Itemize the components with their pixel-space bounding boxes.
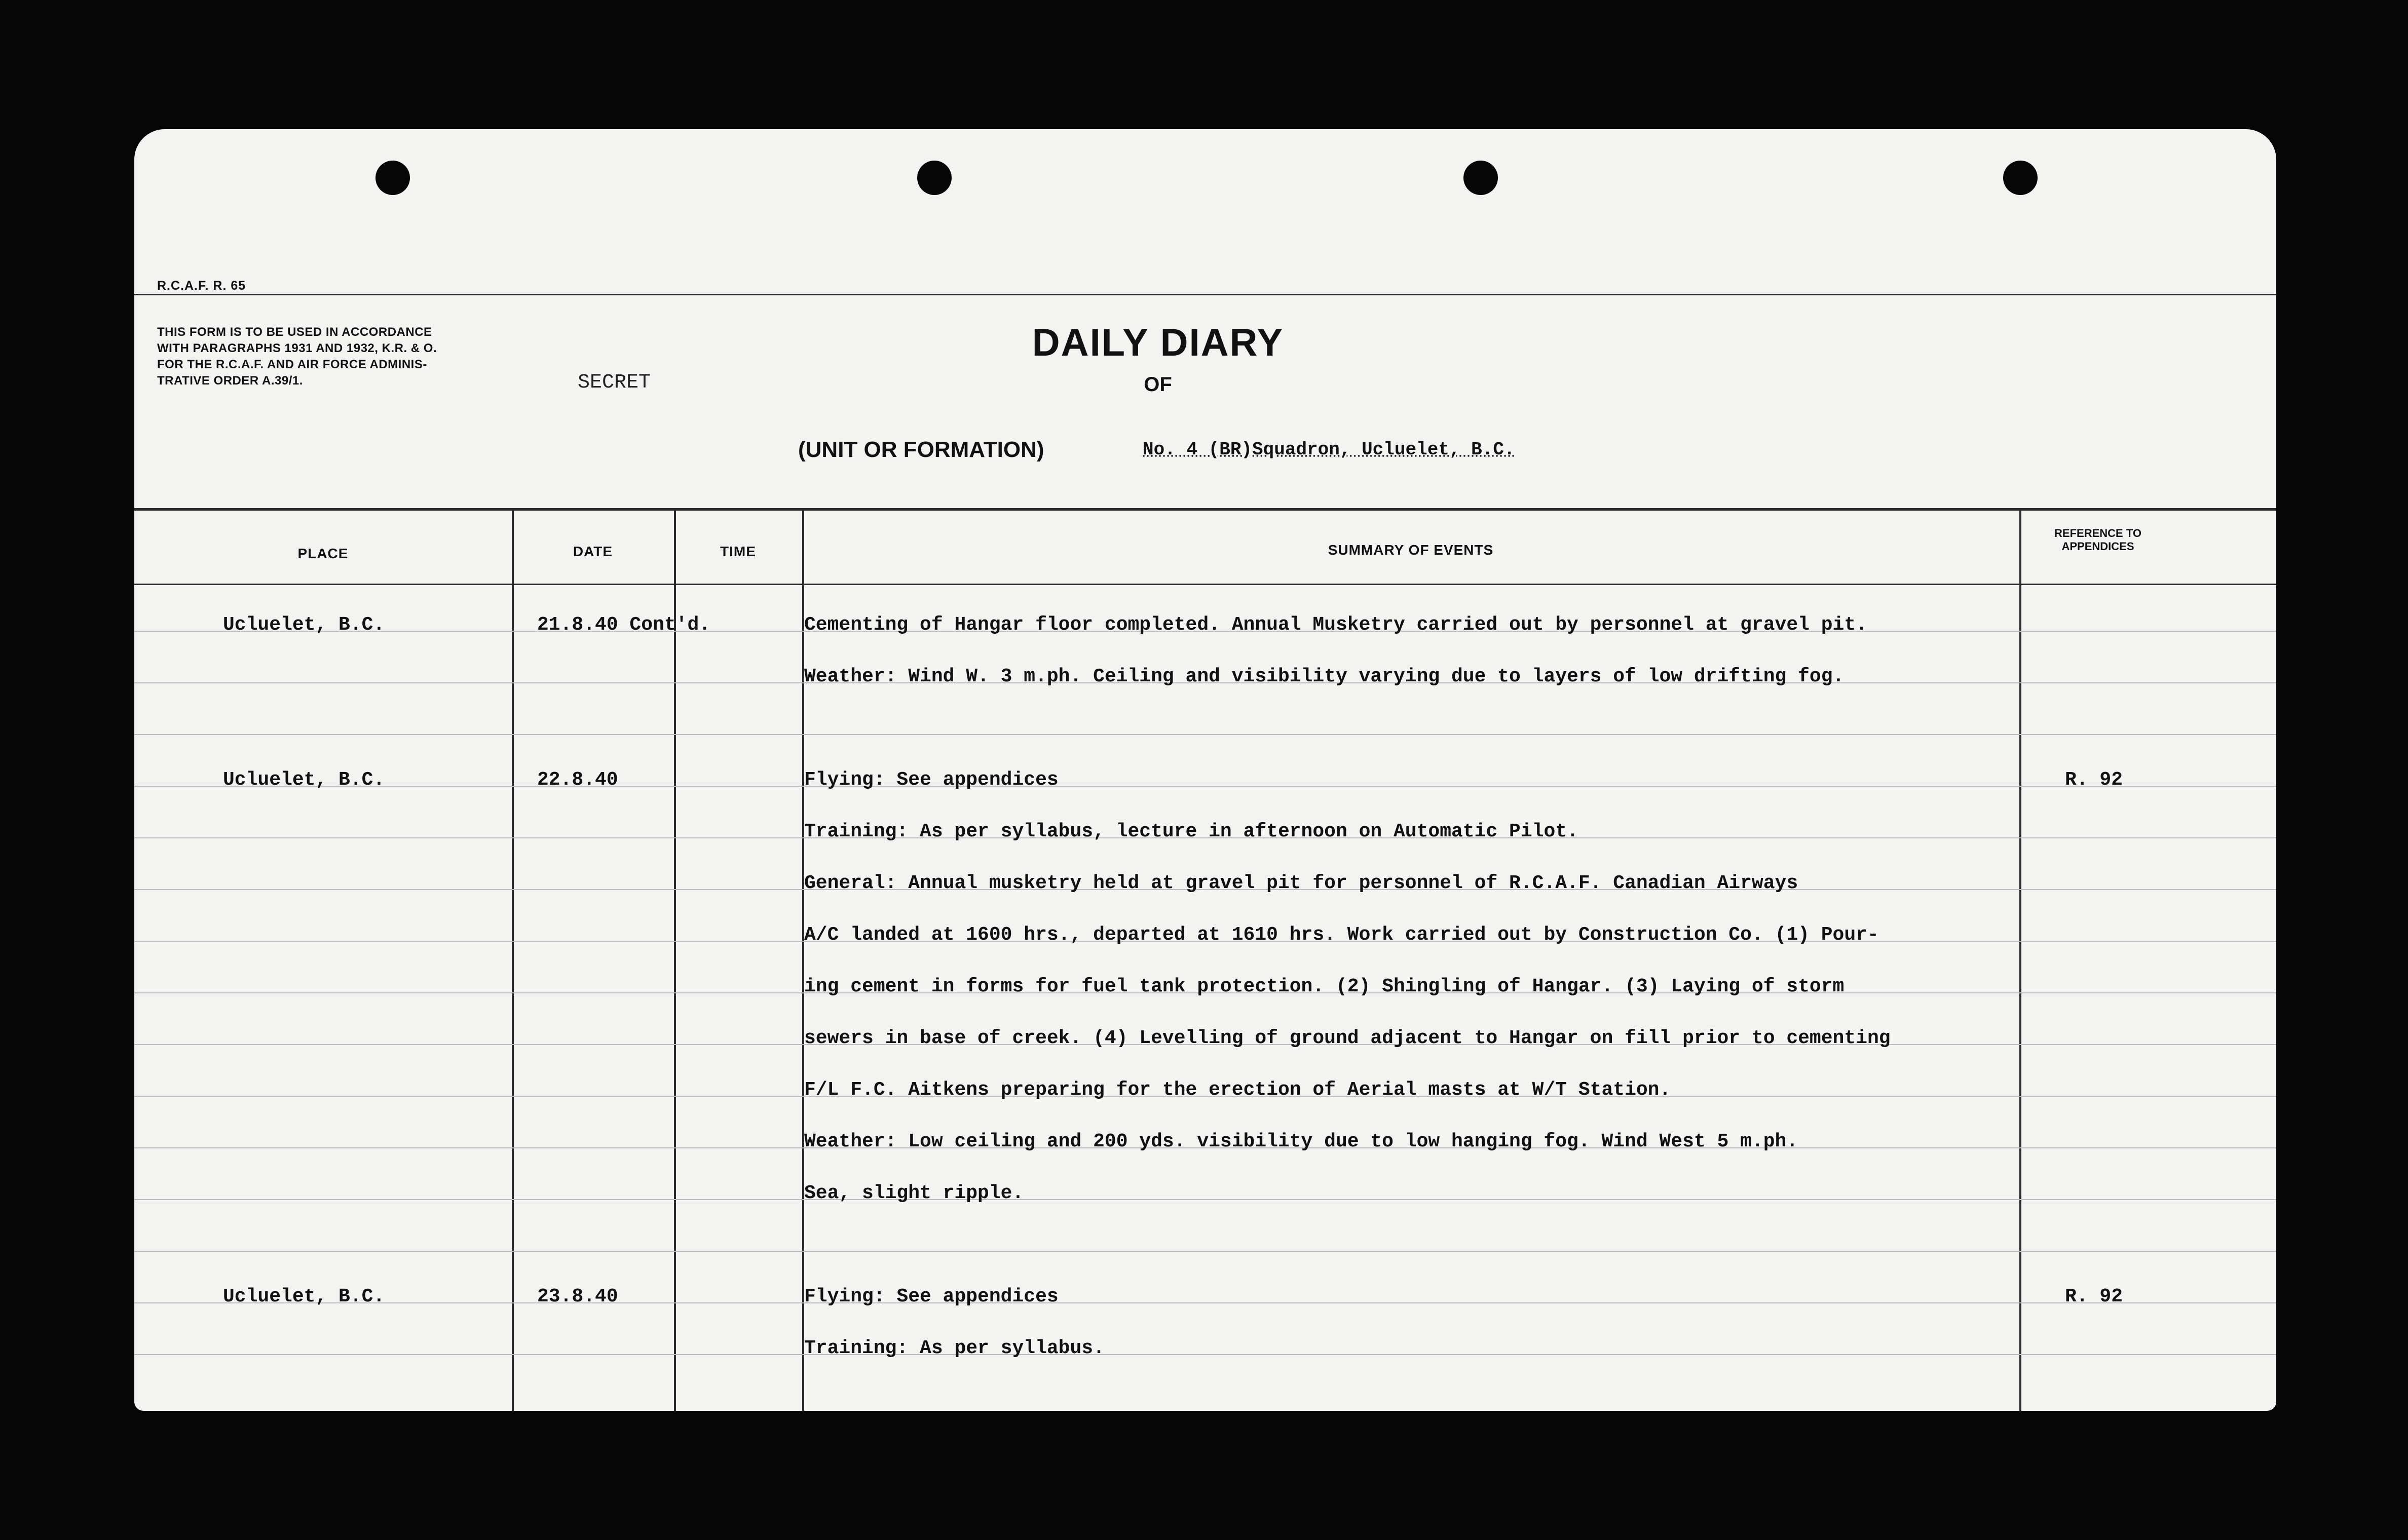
column-divider <box>674 509 676 1411</box>
entry-line: Training: As per syllabus. <box>804 1337 1105 1359</box>
column-header-date: DATE <box>573 544 613 559</box>
ruled-line <box>134 1199 2276 1200</box>
column-divider <box>2019 509 2021 1411</box>
column-divider <box>802 509 804 1411</box>
entry-place: Ucluelet, B.C. <box>223 769 385 791</box>
form-number: R.C.A.F. R. 65 <box>157 279 246 293</box>
instruction-line: WITH PARAGRAPHS 1931 AND 1932, K.R. & O. <box>157 341 437 355</box>
ruled-line <box>134 1251 2276 1252</box>
punch-hole <box>1463 161 1498 195</box>
entry-line: General: Annual musketry held at gravel pit for personnel of R.C.A.F. Canadian Airways <box>804 872 1798 894</box>
entry-line: Flying: See appendices <box>804 769 1059 791</box>
column-divider <box>512 509 514 1411</box>
security-classification: SECRET <box>578 371 651 394</box>
entry-line: Flying: See appendices <box>804 1286 1059 1307</box>
entry-line: Weather: Wind W. 3 m.ph. Ceiling and visibility varying due to layers of low drifting fog. <box>804 666 1845 687</box>
instruction-line: THIS FORM IS TO BE USED IN ACCORDANCE <box>157 325 432 339</box>
entry-date: 22.8.40 <box>537 769 618 791</box>
entry-place: Ucluelet, B.C. <box>223 1286 385 1307</box>
page-title: DAILY DIARY <box>1032 321 1284 364</box>
punch-hole <box>917 161 952 195</box>
entry-date: 21.8.40 Cont'd. <box>537 614 711 636</box>
entry-reference: R. 92 <box>2065 769 2123 791</box>
table-top-rule <box>134 508 2276 511</box>
entry-line: Training: As per syllabus, lecture in afternoon on Automatic Pilot. <box>804 821 1578 842</box>
entry-line: Weather: Low ceiling and 200 yds. visibility due to low hanging fog. Wind West 5 m.ph. <box>804 1131 1798 1152</box>
entry-line: F/L F.C. Aitkens preparing for the erection of Aerial masts at W/T Station. <box>804 1079 1671 1101</box>
header-top-rule <box>134 294 2276 295</box>
punch-hole <box>375 161 410 195</box>
form-instructions <box>157 324 557 389</box>
entry-line: Sea, slight ripple. <box>804 1182 1024 1204</box>
ruled-line <box>134 786 2276 787</box>
unit-label: (UNIT OR FORMATION) <box>798 437 1044 462</box>
column-header-summary: SUMMARY OF EVENTS <box>1328 542 1494 558</box>
title-of: OF <box>1144 373 1172 396</box>
column-header-place: PLACE <box>297 546 349 561</box>
column-header-reference: REFERENCE TO APPENDICES <box>2054 527 2141 553</box>
ruled-line <box>134 1354 2276 1355</box>
ruled-line <box>134 1302 2276 1303</box>
instruction-line: TRATIVE ORDER A.39/1. <box>157 374 303 388</box>
entry-line: ing cement in forms for fuel tank protection. (2) Shingling of Hangar. (3) Laying of storm <box>804 976 1845 997</box>
punch-hole <box>2003 161 2038 195</box>
entry-line: sewers in base of creek. (4) Levelling of ground adjacent to Hangar on fill prior to cementing <box>804 1027 1891 1049</box>
entry-reference: R. 92 <box>2065 1286 2123 1307</box>
instruction-line: FOR THE R.C.A.F. AND AIR FORCE ADMINIS- <box>157 358 427 371</box>
header-bottom-rule <box>134 584 2276 585</box>
diary-form-card <box>134 129 2276 1411</box>
entry-place: Ucluelet, B.C. <box>223 614 385 636</box>
unit-value: No. 4 (BR)Squadron, Ucluelet, B.C. <box>1143 439 1515 460</box>
entry-date: 23.8.40 <box>537 1286 618 1307</box>
ruled-line <box>134 734 2276 735</box>
entry-line: Cementing of Hangar floor completed. Annual Musketry carried out by personnel at gravel pit. <box>804 614 1867 636</box>
entry-line: A/C landed at 1600 hrs., departed at 1610 hrs. Work carried out by Construction Co. (1) Pour- <box>804 924 1879 946</box>
column-header-time: TIME <box>720 544 756 559</box>
